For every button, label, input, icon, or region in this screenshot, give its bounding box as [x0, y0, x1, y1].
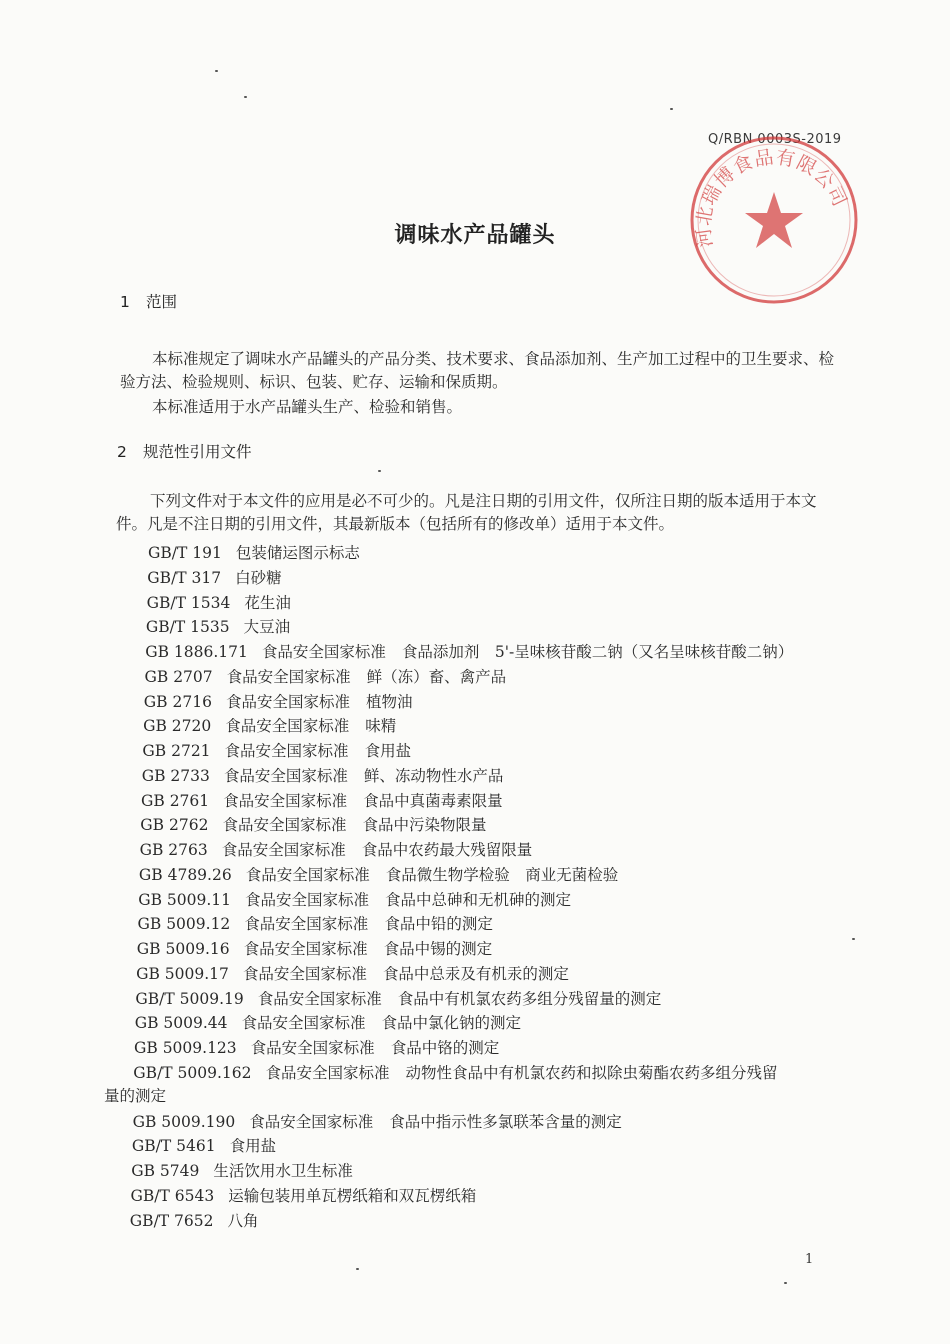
reference-code: GB/T 6543: [130, 1186, 215, 1205]
reference-title: 八角: [227, 1211, 259, 1230]
reference-subtitle: 食品中总砷和无机砷的测定: [385, 890, 572, 909]
reference-code: GB/T 5461: [131, 1137, 216, 1156]
reference-item: [135, 1011, 521, 1033]
reference-code: GB 5009.11: [138, 890, 231, 909]
svg-text:河北瑞博食品有限公司: 河北瑞博食品有限公司: [692, 146, 852, 249]
reference-code: GB 2720: [143, 717, 212, 736]
reference-code: GB 2716: [143, 692, 212, 711]
scope-paragraph: 本标准规定了调味水产品罐头的产品分类、技术要求、食品添加剂、生产加工过程中的卫生要求、检验方法、检验规则、标识、包装、贮存、运输和保质期。: [120, 350, 835, 391]
reference-item: [144, 690, 413, 712]
reference-item: [130, 1209, 275, 1231]
reference-item: [147, 566, 297, 588]
reference-code: GB 5009.12: [137, 915, 231, 934]
reference-subtitle: 食品中指示性多氯联苯含量的测定: [389, 1112, 622, 1131]
reference-code: GB/T 1535: [145, 618, 230, 637]
reference-title: 运输包装用单瓦楞纸箱和双瓦楞纸箱: [228, 1186, 477, 1205]
section-title: 规范性引用文件: [143, 443, 252, 461]
reference-code: GB 1886.171: [145, 643, 248, 661]
reference-item: [138, 888, 571, 910]
reference-title: 生活饮用水卫生标准: [213, 1162, 353, 1180]
reference-title: 食品安全国家标准: [224, 742, 349, 760]
reference-subtitle: 食品中污染物限量: [362, 816, 487, 835]
reference-code: GB 2761: [141, 791, 210, 810]
references-intro: 下列文件对于本文件的应用是必不可少的。凡是注日期的引用文件，仅所注日期的版本适用于本文件。凡是不注日期的引用文件，其最新版本（包括所有的修改单）适用于本文件。: [116, 492, 817, 533]
reference-code: GB 5009.190: [132, 1112, 236, 1131]
reference-subtitle: 食品中锡的测定: [383, 940, 493, 958]
reference-item: [145, 665, 507, 687]
reference-item: [140, 813, 486, 835]
page-number: 1: [805, 1252, 814, 1267]
reference-subtitle: 动物性食品中有机氯农药和拟除虫菊酯农药多组分残留: [405, 1063, 778, 1082]
reference-subtitle: 食品中氯化钠的测定: [381, 1014, 522, 1033]
reference-title: 食品安全国家标准: [249, 1112, 374, 1131]
reference-title: 食用盐: [229, 1137, 277, 1156]
reference-subtitle: 食品中农药最大残留限量: [361, 841, 533, 859]
reference-item: [146, 615, 306, 637]
reference-title: 大豆油: [243, 618, 291, 637]
reference-code: GB 5009.17: [136, 964, 229, 983]
reference-code: GB 2762: [140, 816, 209, 835]
reference-subtitle: 食品中总汞及有机汞的测定: [382, 964, 569, 983]
reference-item: [148, 541, 376, 563]
reference-title: 食品安全国家标准: [222, 816, 347, 835]
reference-code: GB 5009.16: [136, 940, 230, 958]
reference-item: [142, 764, 504, 786]
section-number: 1: [120, 293, 130, 311]
reference-code: GB 2721: [142, 742, 211, 760]
reference-code: GB/T 7652: [129, 1211, 214, 1230]
reference-subtitle: 食品微生物学检验 商业无菌检验: [385, 865, 619, 884]
reference-title: 食品安全国家标准: [242, 964, 367, 983]
reference-title: 食品安全国家标准: [250, 1039, 375, 1057]
reference-item: [131, 1184, 493, 1206]
reference-title: 食品安全国家标准: [265, 1063, 390, 1082]
reference-subtitle: 食品中有机氯农药多组分残留量的测定: [397, 989, 662, 1008]
reference-title: 食品安全国家标准: [244, 915, 369, 934]
reference-code: GB/T 191: [148, 544, 222, 562]
reference-item: [135, 987, 661, 1009]
reference-title: 食品安全国家标准: [241, 1014, 366, 1033]
reference-item: [138, 912, 493, 934]
reference-item: [137, 937, 492, 959]
reference-subtitle: 食品中铅的测定: [384, 915, 493, 934]
reference-subtitle: 味精: [365, 717, 397, 736]
reference-item: [131, 1159, 369, 1181]
reference-title: 食品安全国家标准: [225, 692, 350, 711]
reference-code: GB/T 1534: [146, 593, 231, 612]
reference-title: 食品安全国家标准: [223, 791, 348, 810]
reference-code: GB 5009.123: [134, 1039, 237, 1057]
reference-wrap-line: 量的测定: [104, 1087, 167, 1105]
reference-title: 食品安全国家标准: [223, 766, 348, 785]
reference-title: 食品安全国家标准: [225, 717, 350, 736]
reference-title: 食品安全国家标准: [243, 940, 368, 958]
section-2-heading: [117, 440, 252, 462]
reference-code: GB/T 317: [147, 568, 222, 587]
document-title: 调味水产品罐头: [394, 223, 556, 248]
reference-subtitle: 食品中真菌毒素限量: [363, 791, 503, 810]
reference-item: [139, 863, 618, 885]
reference-item: [145, 640, 793, 662]
reference-title: 花生油: [244, 593, 291, 612]
reference-code: GB 2763: [139, 841, 208, 859]
reference-code: GB/T 5009.162: [133, 1063, 252, 1082]
section-title: 范围: [146, 293, 178, 311]
reference-item: [133, 1061, 777, 1083]
reference-subtitle: 鲜（冻）畜、禽产品: [366, 667, 507, 686]
reference-item: [147, 591, 307, 613]
reference-title: 食品安全国家标准: [245, 865, 370, 884]
reference-item: [141, 789, 503, 811]
scope-paragraph: 本标准适用于水产品罐头生产、检验和销售。: [152, 398, 463, 416]
section-1-heading: [120, 290, 177, 312]
reference-code: GB 4789.26: [138, 865, 232, 884]
reference-code: GB/T 5009.19: [135, 989, 244, 1008]
reference-item: [140, 838, 533, 860]
reference-title: 食品安全国家标准: [226, 667, 351, 686]
reference-title: 白砂糖: [235, 568, 282, 587]
reference-code: GB 5009.44: [134, 1014, 228, 1033]
reference-title: 食品安全国家标准: [261, 643, 386, 661]
reference-subtitle: 食品添加剂 5'-呈味核苷酸二钠（又名呈味核苷酸二钠）: [401, 643, 794, 661]
reference-title: 食品安全国家标准: [244, 890, 369, 909]
reference-subtitle: 植物油: [365, 692, 413, 711]
reference-subtitle: 食用盐: [364, 742, 412, 760]
reference-item: [132, 1134, 292, 1156]
reference-title: 包装储运图示标志: [235, 544, 360, 562]
reference-item: [142, 739, 411, 761]
reference-item: [134, 1036, 499, 1058]
reference-item: [143, 714, 396, 736]
reference-item: [136, 962, 569, 984]
reference-title: 食品安全国家标准: [221, 841, 346, 859]
section-number: 2: [117, 443, 127, 461]
reference-code: GB 2707: [144, 667, 213, 686]
reference-item: [133, 1110, 622, 1132]
reference-subtitle: 食品中铬的测定: [390, 1039, 500, 1057]
reference-subtitle: 鲜、冻动物性水产品: [363, 766, 504, 785]
reference-title: 食品安全国家标准: [257, 989, 382, 1008]
standard-code: Q/RBN 0003S-2019: [708, 132, 842, 147]
reference-code: GB 5749: [131, 1162, 200, 1180]
reference-code: GB 2733: [141, 766, 210, 785]
